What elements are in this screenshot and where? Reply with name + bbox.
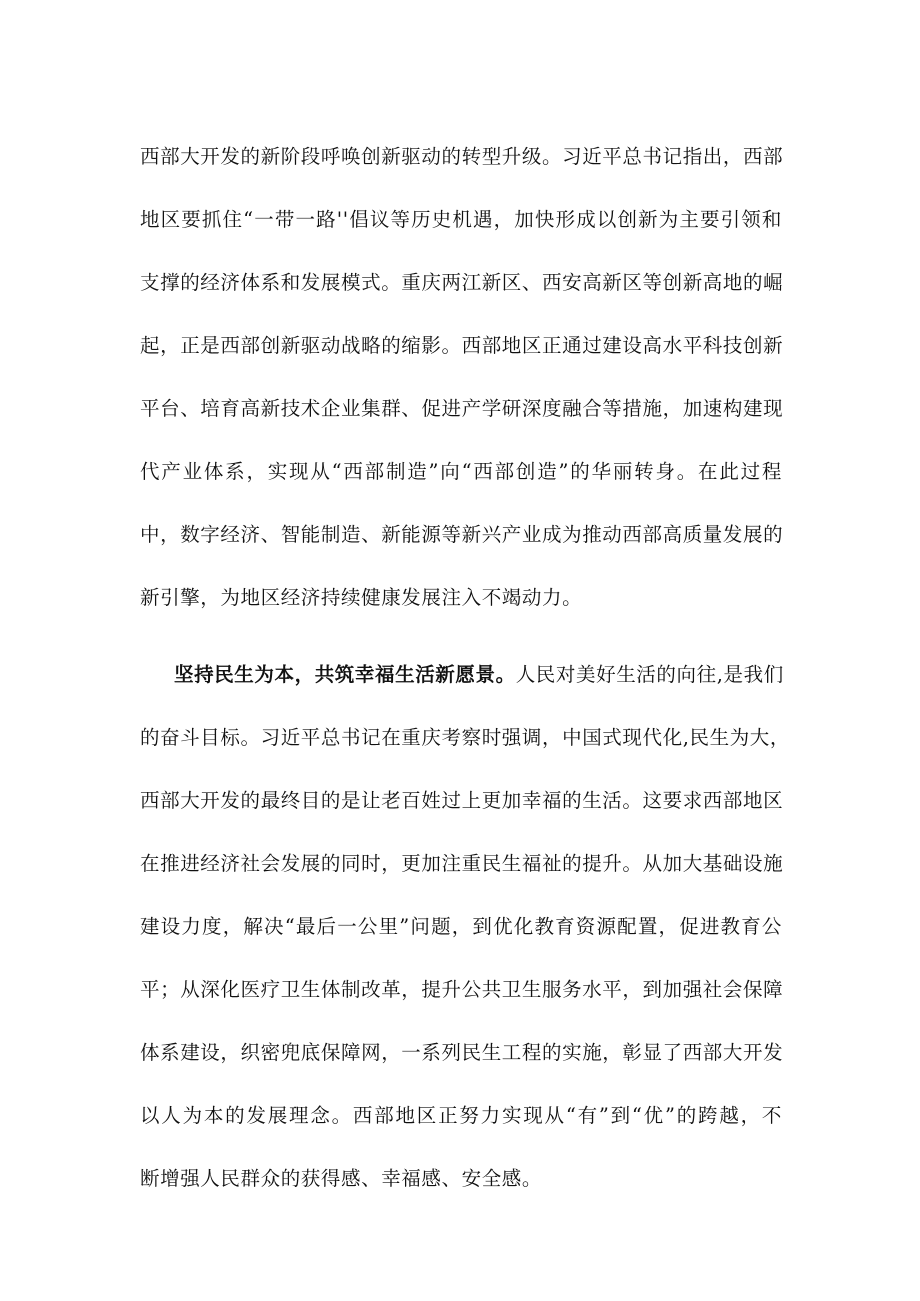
paragraph-line: 起，正是西部创新驱动战略的缩影。西部地区正通过建设高水平科技创新 [140, 334, 784, 357]
paragraph-line: 代产业体系，实现从“西部制造”向“西部创造”的华丽转身。在此过程 [140, 460, 782, 483]
paragraph-line: 中，数字经济、智能制造、新能源等新兴产业成为推动西部高质量发展的 [140, 523, 784, 546]
paragraph-line: 的奋斗目标。习近平总书记在重庆考察时强调，中国式现代化,民生为大， [140, 726, 790, 749]
paragraph-line: 西部大开发的最终目的是让老百姓过上更加幸福的生活。这要求西部地区 [140, 789, 784, 812]
paragraph-heading: 坚持民生为本，共筑幸福生活新愿景。 [174, 663, 516, 686]
paragraph-line: 体系建设，织密兜底保障网，一系列民生工程的实施，彰显了西部大开发 [140, 1041, 784, 1064]
paragraph-line: 平；从深化医疗卫生体制改革，提升公共卫生服务水平，到加强社会保障 [140, 978, 784, 1001]
paragraph-line: 支撑的经济体系和发展模式。重庆两江新区、西安高新区等创新高地的崛 [140, 271, 784, 294]
paragraph-line: 以人为本的发展理念。西部地区正努力实现从“有”到“优”的跨越，不 [140, 1104, 782, 1127]
paragraph-line: 在推进经济社会发展的同时，更加注重民生福祉的提升。从加大基础设施 [140, 852, 784, 875]
paragraph-line: 地区要抓住“一带一路''倡议等历史机遇，加快形成以创新为主要引领和 [140, 208, 782, 231]
paragraph-line: 平台、培育高新技术企业集群、促进产学研深度融合等措施，加速构建现 [140, 397, 784, 420]
paragraph-line: 西部大开发的新阶段呼唤创新驱动的转型升级。习近平总书记指出，西部 [140, 145, 784, 168]
paragraph-first-line [140, 660, 782, 690]
paragraph-line: 新引擎，为地区经济持续健康发展注入不竭动力。 [140, 586, 583, 609]
paragraph-line-rest: 人民对美好生活的向往,是我们 [515, 663, 784, 686]
paragraph-line: 建设力度，解决“最后一公里”问题，到优化教育资源配置，促进教育公 [140, 915, 782, 938]
paragraph-line: 断增强人民群众的获得感、幸福感、安全感。 [140, 1167, 543, 1190]
